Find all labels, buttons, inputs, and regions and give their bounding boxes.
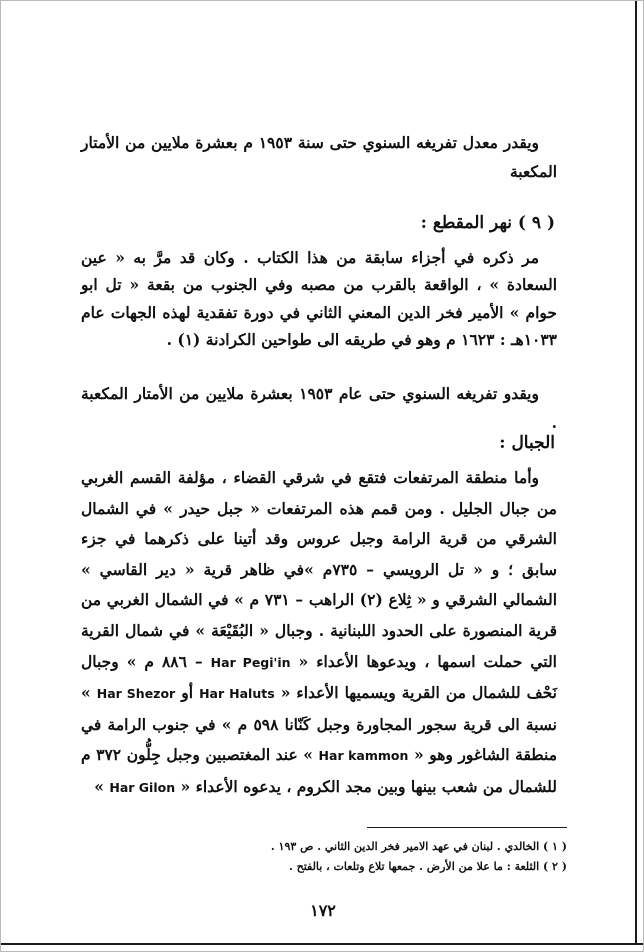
intro-paragraph (81, 128, 557, 186)
latin-name-har-kammon: Har kammon (318, 748, 409, 764)
latin-name-har-gilon: Har Gilon (109, 779, 176, 795)
mountains-text-part-6: » (94, 776, 104, 796)
river-paragraph (81, 244, 557, 354)
footnote-1: ( ١ ) الخالدي . لبنان في عهد الامير فخر الدين الثاني . ص ١٩٣ . (270, 840, 567, 853)
mountains-text-part-3: أو (181, 683, 194, 703)
latin-name-har-haluts: Har Haluts (199, 686, 275, 702)
page-edge-right (635, 1, 643, 952)
mountains-text-part-1: وأما منطقة المرتفعات فتقع في شرقي القضاء ، مؤلفة القسم الغربي من جبال الجليل . ومن قمم هذه المرتفعات « جبل حيدر » في الشمال الشرقي من قرية الرامة وجبل عروس وقد أتينا على ذكرهما في جزء سابق ؛ و « تل الرويسي – ٧٣٥م »في ظاهر قرية « دير القاسي » الشمالي الشرقي و « ثِلاع (٢) الراهب – ٧٣١ م » في الشمال الغربي من قرية المنصورة على الحدود اللبنانية . وجبال « البُقَيْعَة » في شمال القرية التي حملت اسمها ، ويدعوها الأعداء « (81, 468, 557, 671)
page-number: ١٧٢ (310, 901, 336, 920)
page-edge-bottom (1, 943, 644, 951)
section-heading-river: ( ٩ ) نهر المقطع : (420, 213, 555, 233)
footnotes (191, 837, 567, 877)
footnote-separator (367, 827, 567, 828)
mountains-text (81, 463, 557, 804)
river-discharge-paragraph (81, 379, 557, 437)
latin-name-har-pegiin: Har Pegi'in (210, 654, 291, 670)
river-text: مر ذكره في أجزاء سابقة من هذا الكتاب . وكان قد مرَّ به « عين السعادة » ، الواقعة بالقرب من مصبه وفي الجنوب من بقعة « تل ابو حوام » الأمير فخر الدين المعني الثاني في دورة تفقدية لهذه الجهات عام ١٠٣٣هـ : ١٦٢٣ م وهو في طريقه الى طواحين الكرادنة (١) . (81, 248, 557, 350)
latin-name-har-shezor: Har Shezor (96, 686, 176, 702)
mountains-text-part-4: » نسبة الى قرية سجور المجاورة وجبل كَنّانا ٥٩٨ م » في جنوب الرامة في منطقة الشاغور وهو « (81, 683, 557, 765)
river-discharge-text: ويقدو تفريغه السنوي حتى عام ١٩٥٣ بعشرة ملايين من الأمتار المكعبة . (81, 384, 557, 432)
mountains-text-part-2: – ٨٨٦ م » وجبال نَحْف للشمال من القرية ويسميها الأعداء « (81, 651, 557, 703)
mountains-text-part-5: » عند المغتصبين وجبل جِلُّون ٣٧٢ م للشمال من شعب بينها وبين مجد الكروم ، يدعوه الأعداء « (81, 745, 557, 796)
intro-text: ويقدر معدل تفريغه السنوي حتى سنة ١٩٥٣ م بعشرة ملايين من الأمتار المكعبة (81, 133, 557, 181)
section-heading-mountains: الجبال : (499, 433, 555, 453)
mountains-paragraph (81, 463, 557, 804)
footnote-2: ( ٢ ) الثلعة : ما علا من الأرض . جمعها تلاع وتلعات ، بالفتح . (288, 860, 567, 873)
